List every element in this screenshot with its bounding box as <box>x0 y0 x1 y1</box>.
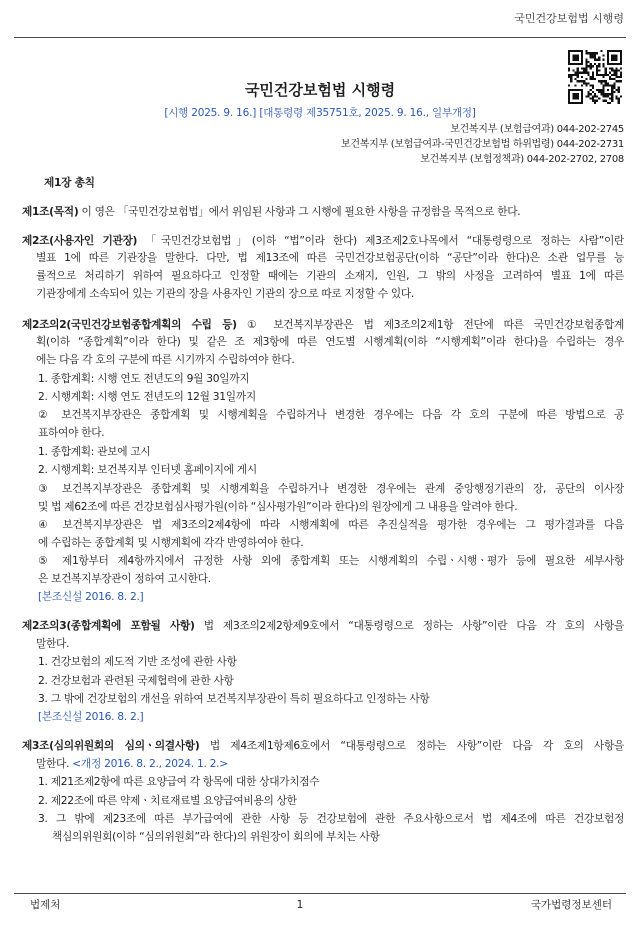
list-item: 2. 건강보험과 관련된 국제협력에 관한 사항 <box>38 674 234 687</box>
list-item: 1. 종합계획: 관보에 고시 <box>38 445 151 458</box>
article-2-3-line <box>22 618 624 634</box>
list-item: 2. 시행계획: 시행 연도 전년도의 12월 31일까지 <box>38 390 256 403</box>
article-heading: 제2조의3(종합계획에 포함될 사항) <box>22 619 195 632</box>
list-item: 2. 시행계획: 보건복지부 인터넷 홈페이지에 게시 <box>38 463 257 476</box>
article-text: 법 제3조의2제2항제9호에서 “대통령령으로 정하는 사항”이란 다음 각 호의 사항을 <box>203 619 624 632</box>
paragraph-text: ④ 보건복지부장관은 법 제3조의2제4항에 따라 시행계획에 따른 추진실적을 평가한 경우에는 그 평가결과를 다음 <box>38 518 624 531</box>
article-2-line <box>22 233 624 249</box>
article-text: 기관장에게 소속되어 있는 기관의 장을 사용자인 기관의 장으로 따로 지정할 수 있다. <box>36 287 414 300</box>
list-item: 1. 건강보험의 제도적 기반 조성에 관한 사항 <box>38 655 237 668</box>
article-heading: 제1조(목적) <box>22 205 79 218</box>
page-number: 1 <box>296 899 304 911</box>
article-text: 률적으로 처리하기 위하여 필요하다고 인정할 때에는 기관의 소재지, 인원, 그 밖의 사정을 고려하여 별표 1에 따른 <box>36 269 624 282</box>
article-text: 법 제4조제1항제6호에서 “대통령령으로 정하는 사항”이란 다음 각 호의 사항을 <box>209 739 624 752</box>
header-divider <box>14 37 626 38</box>
enactment-note: [본조신설 2016. 8. 2.] <box>38 590 144 603</box>
article-heading: 제3조(심의위원회의 심의ㆍ의결사항) <box>22 739 200 752</box>
running-header-title: 국민건강보험법 시행령 <box>514 12 624 25</box>
article-3-line <box>22 738 624 754</box>
article-heading: 제2조(사용자인 기관장) <box>22 234 138 247</box>
article-heading: 제2조의2(국민건강보험종합계획의 수립 등) <box>22 318 237 331</box>
paragraph-text: 에 수립하는 종합계획 및 시행계획에 각각 반영하여야 한다. <box>38 536 304 549</box>
article-text: 말한다. <box>36 757 70 770</box>
list-item: 3. 그 밖에 건강보험의 개선을 위하여 보건복지부장관이 특히 필요하다고 인정하는 사항 <box>38 692 430 705</box>
paragraph-text: ① 보건복지부장관은 법 제3조의2제1항 전단에 따른 국민건강보험종합계 <box>246 318 624 331</box>
paragraph-text: 및 법 제62조에 따른 건강보험심사평가원(이하 “심사평가원”이라 한다)의 원장에게 그 내용을 알려야 한다. <box>38 500 518 513</box>
paragraph-text: 표하여야 한다. <box>38 426 105 439</box>
paragraph-text: ② 보건복지부장관은 종합계획 및 시행계획을 수립하거나 변경한 경우에는 다음 각 호의 구분에 따른 방법으로 공 <box>38 408 624 421</box>
contact-line: 보건복지부 (보험급여과) 044-202-2745 <box>450 124 624 135</box>
paragraph-text: ⑤ 제1항부터 제4항까지에서 규정한 사항 외에 종합계획 또는 시행계획의 수립ㆍ시행ㆍ평가 등에 필요한 세부사항 <box>38 554 624 567</box>
article-1 <box>22 204 624 220</box>
article-text: 이 영은 「국민건강보험법」에서 위임된 사항과 그 시행에 필요한 사항을 규정함을 목적으로 한다. <box>81 205 521 218</box>
paragraph-text: ③ 보건복지부장관은 종합계획 및 시행계획을 수립하거나 변경한 경우에는 관계 중앙행정기관의 장, 공단의 이사장 <box>38 482 624 495</box>
list-item: 2. 제22조에 따른 약제ㆍ치료재료별 요양급여비용의 상한 <box>38 794 297 807</box>
enactment-note: [본조신설 2016. 8. 2.] <box>38 710 144 723</box>
list-item: 1. 종합계획: 시행 연도 전년도의 9월 30일까지 <box>38 372 250 385</box>
list-item: 1. 제21조제2항에 따른 요양급여 각 항목에 대한 상대가치점수 <box>38 775 320 788</box>
paragraph-text: 에는 다음 각 호의 구분에 따른 시기까지 수립하여야 한다. <box>36 353 295 366</box>
article-2-2-line <box>22 317 624 333</box>
amendment-note: <개정 2016. 8. 2., 2024. 1. 2.> <box>72 757 228 770</box>
article-text: 「국민건강보험법」(이하 “법”이라 한다) 제3조제2호나목에서 “대통령령으로 정하는 사람”이란 <box>145 234 624 247</box>
article-3-line <box>36 756 624 772</box>
footer-source: 국가법령정보센터 <box>530 899 612 911</box>
footer-publisher: 법제처 <box>30 899 61 911</box>
contact-line: 보건복지부 (보험정책과) 044-202-2702, 2708 <box>420 154 624 165</box>
footer-divider <box>14 893 626 894</box>
chapter-heading: 제1장 총칙 <box>44 176 95 189</box>
list-item-continuation: 책심의위원회(이하 “심의위원회”라 한다)의 위원장이 회의에 부치는 사항 <box>52 830 380 843</box>
enforcement-info: [시행 2025. 9. 16.] [대통령령 제35751호, 2025. 9. 16., 일부개정] <box>164 107 476 119</box>
contact-line: 보건복지부 (보험급여과-국민건강보험법 하위법령) 044-202-2731 <box>341 139 624 150</box>
article-text: 별표 1에 따른 기관장을 말한다. 다만, 법 제13조에 따른 국민건강보험공단(이하 “공단”이라 한다)은 소관 업무를 능 <box>36 251 624 264</box>
paragraph-text: 획(이하 “종합계획”이라 한다) 및 같은 조 제3항에 따른 연도별 시행계획(이하 “시행계획”이라 한다)을 수립하는 경우 <box>36 335 624 348</box>
paragraph-text: 은 보건복지부장관이 정하여 고시한다. <box>38 572 211 585</box>
list-item: 3. 그 밖에 제23조에 따른 부가급여에 관한 사항 등 건강보험에 관한 주요사항으로서 법 제4조에 따른 건강보험정 <box>38 812 624 825</box>
article-text: 말한다. <box>36 637 70 650</box>
document-title: 국민건강보험법 시행령 <box>244 81 396 99</box>
